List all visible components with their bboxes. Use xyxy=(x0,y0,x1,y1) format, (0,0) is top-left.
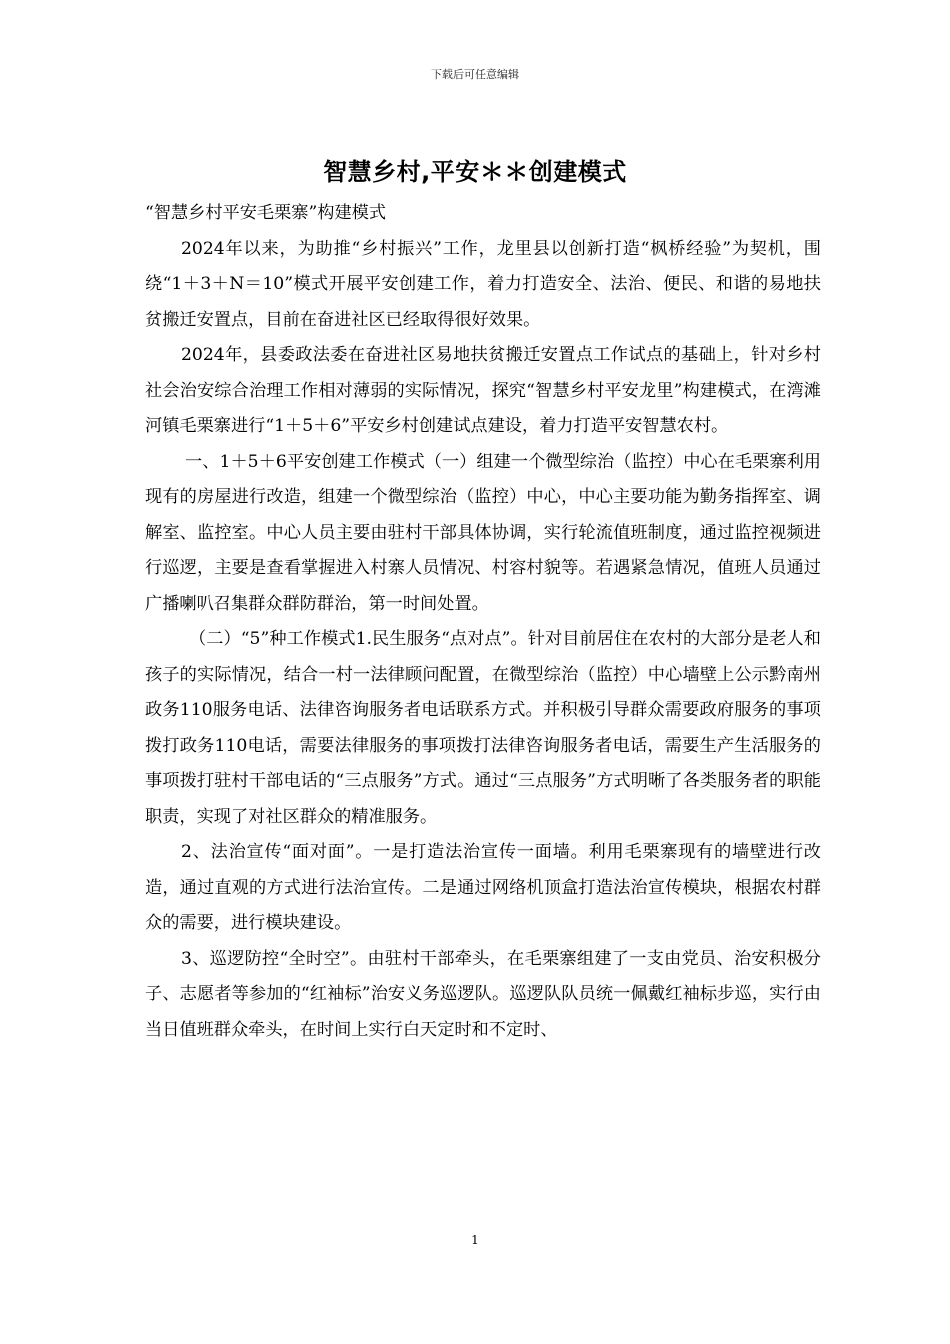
paragraph-4: （二）“5”种工作模式1.民生服务“点对点”。针对目前居住在农村的大部分是老人和孩子的实际情况，结合一村一法律顾问配置，在微型综治（监控）中心墙壁上公示黔南州政务110服务电话、法律咨询服务者电话联系方式。并积极引导群众需要政府服务的事项拨打政务110电话，需要法律服务的事项拨打法律咨询服务者电话，需要生产生活服务的事项拨打驻村干部电话的“三点服务”方式。通过“三点服务”方式明晰了各类服务者的职能职责，实现了对社区群众的精准服务。 xyxy=(145,629,821,827)
paragraph-1: 2024年以来，为助推“乡村振兴”工作，龙里县以创新打造“枫桥经验”为契机，围绕“1＋3＋N＝10”模式开展平安创建工作，着力打造安全、法治、便民、和谐的易地扶贫搬迁安置点，目前在奋进社区已经取得很好效果。 xyxy=(145,238,821,330)
paragraph-6: 3、巡逻防控“全时空”。由驻村干部牵头，在毛栗寨组建了一支由党员、治安积极分子、志愿者等参加的“红袖标”治安义务巡逻队。巡逻队队员统一佩戴红袖标步巡，实行由当日值班群众牵头，在时间上实行白天定时和不定时、 xyxy=(145,948,821,1040)
paragraph-5: 2、法治宣传“面对面”。一是打造法治宣传一面墙。利用毛栗寨现有的墙壁进行改造，通过直观的方式进行法治宣传。二是通过网络机顶盒打造法治宣传模块，根据农村群众的需要，进行模块建设。 xyxy=(145,842,821,933)
document-subtitle: “智慧乡村平安毛栗寨”构建模式 xyxy=(145,203,387,223)
document-body xyxy=(145,196,821,1048)
page-number: 1 xyxy=(471,1233,479,1247)
header-note: 下载后可任意编辑 xyxy=(431,68,519,81)
paragraph-3: 一、1＋5＋6平安创建工作模式（一）组建一个微型综治（监控）中心在毛栗寨利用现有的房屋进行改造，组建一个微型综治（监控）中心，中心主要功能为勤务指挥室、调解室、监控室。中心人员主要由驻村干部具体协调，实行轮流值班制度，通过监控视频进行巡逻，主要是查看掌握进入村寨人员情况、村容村貌等。若遇紧急情况，值班人员通过广播喇叭召集群众群防群治，第一时间处置。 xyxy=(145,451,821,614)
paragraph-2: 2024年，县委政法委在奋进社区易地扶贫搬迁安置点工作试点的基础上，针对乡村社会治安综合治理工作相对薄弱的实际情况，探究“智慧乡村平安龙里”构建模式，在湾滩河镇毛栗寨进行“1＋5＋6”平安乡村创建试点建设，着力打造平安智慧农村。 xyxy=(145,345,821,436)
document-title: 智慧乡村,平安＊＊创建模式 xyxy=(323,158,627,186)
